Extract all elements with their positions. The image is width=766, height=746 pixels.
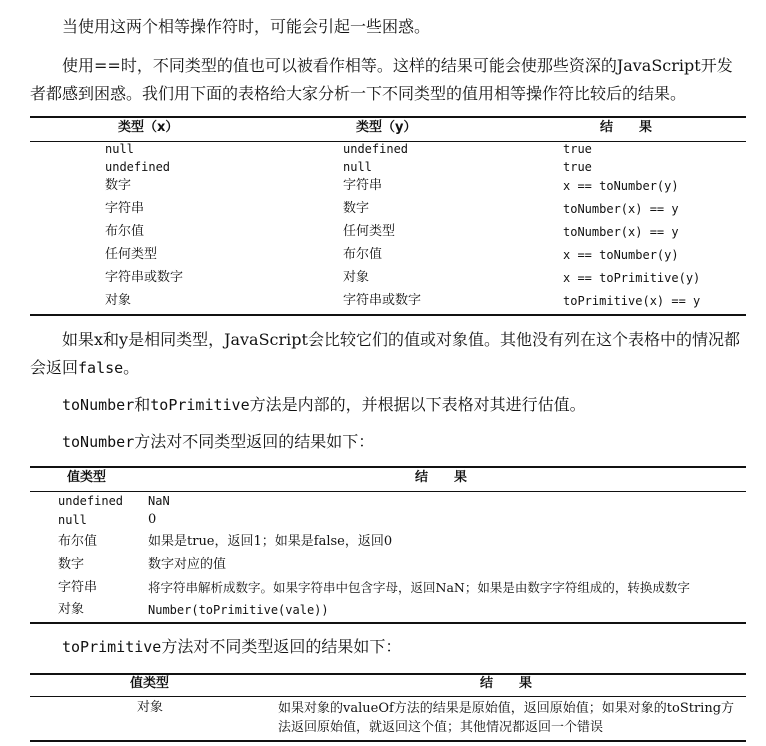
table2-header-rule: [30, 491, 746, 492]
internal-methods-text: 方法是内部的，并根据以下表格对其进行估值。: [249, 395, 586, 414]
table1-cell: x == toNumber(y): [563, 179, 679, 193]
table1-cell: 对象: [105, 293, 132, 308]
tonumber-intro: [30, 428, 746, 456]
table1-cell: 字符串: [105, 201, 145, 216]
table3-header-result: 结 果: [480, 676, 533, 691]
table1-cell: null: [105, 142, 134, 156]
table2-cell: 字符串: [58, 580, 98, 595]
table1-cell: 字符串或数字: [343, 293, 422, 308]
same-type-text: 如果x和y是相同类型，JavaScript会比较它们的值或对象值。其他没有列在这个表格中的情况都会返回: [30, 330, 740, 377]
table1-cell: x == toPrimitive(y): [563, 271, 701, 285]
table2-cell: 数字对应的值: [148, 557, 227, 572]
table2-cell: 对象: [58, 602, 85, 617]
toprimitive-keyword: toPrimitive: [150, 396, 250, 414]
same-type-paragraph: [30, 326, 746, 382]
same-type-end: 。: [123, 358, 140, 377]
table2-header-result: 结 果: [415, 470, 468, 485]
table2-cell: 如果是true，返回1；如果是false，返回0: [148, 534, 393, 549]
table2-cell: Number(toPrimitive(vale)): [148, 603, 329, 617]
table1-cell: true: [563, 160, 592, 174]
table1-cell: 布尔值: [343, 247, 383, 262]
table2-header-value-type: 值类型: [67, 470, 107, 485]
table1-cell: x == toNumber(y): [563, 248, 679, 262]
table1-cell: undefined: [343, 142, 409, 156]
tonumber-keyword: toNumber: [62, 396, 135, 414]
table3-cell: 对象: [137, 700, 164, 715]
table1-cell: true: [563, 142, 592, 156]
and-text: 和: [134, 395, 151, 414]
table1-cell: 对象: [343, 270, 370, 285]
internal-methods-paragraph: [30, 391, 746, 419]
table2-top-rule: [30, 466, 746, 468]
toprimitive-intro: [30, 633, 746, 661]
table1-header-type-x: 类型（x）: [118, 120, 179, 135]
table3-header-value-type: 值类型: [130, 676, 170, 691]
table1-cell: undefined: [105, 160, 171, 174]
explanation-paragraph: 使用==时，不同类型的值也可以被看作相等。这样的结果可能会使那些资深的JavaScript开发者都感到困惑。我们用下面的表格给大家分析一下不同类型的值用相等操作符比较后的结果。: [30, 56, 733, 103]
table1-cell: 布尔值: [105, 224, 145, 239]
table1-cell: null: [343, 160, 372, 174]
false-keyword: false: [78, 359, 124, 377]
toprimitive-intro-text: 方法对不同类型返回的结果如下：: [161, 637, 402, 656]
table1-cell: 数字: [105, 178, 132, 193]
table2-cell: 0: [148, 512, 157, 527]
table1-cell: 字符串或数字: [105, 270, 184, 285]
table1-cell: toPrimitive(x) == y: [563, 294, 701, 308]
table2-cell: 布尔值: [58, 534, 98, 549]
table1-header-type-y: 类型（y）: [356, 120, 417, 135]
table1-cell: 字符串: [343, 178, 383, 193]
table1-header-result: 结 果: [600, 120, 653, 135]
table2-cell: NaN: [148, 494, 170, 508]
intro-paragraph: 当使用这两个相等操作符时，可能会引起一些困惑。: [62, 17, 431, 36]
table2-cell: 将字符串解析成数字。如果字符串中包含字母，返回NaN；如果是由数字字符组成的，转换成数字: [148, 580, 690, 595]
table2-cell: null: [58, 513, 87, 527]
table1-cell: toNumber(x) == y: [563, 225, 679, 239]
table1-cell: toNumber(x) == y: [563, 202, 679, 216]
table1-cell: 数字: [343, 201, 370, 216]
table2-cell: undefined: [58, 494, 124, 508]
tonumber-intro-text: 方法对不同类型返回的结果如下：: [134, 432, 375, 451]
table3-bottom-rule: [30, 740, 746, 742]
table1-bottom-rule: [30, 314, 746, 316]
table3-cell: 如果对象的valueOf方法的结果是原始值，返回原始值；如果对象的toString方法返回原始值，就返回这个值；其他情况都返回一个错误: [278, 701, 735, 735]
table2-cell: 数字: [58, 557, 85, 572]
table1-cell: 任何类型: [343, 224, 396, 239]
toprimitive-keyword: toPrimitive: [62, 638, 162, 656]
tonumber-keyword: toNumber: [62, 433, 135, 451]
table2-bottom-rule: [30, 622, 746, 624]
table1-top-rule: [30, 116, 746, 118]
table1-cell: 任何类型: [105, 247, 158, 262]
